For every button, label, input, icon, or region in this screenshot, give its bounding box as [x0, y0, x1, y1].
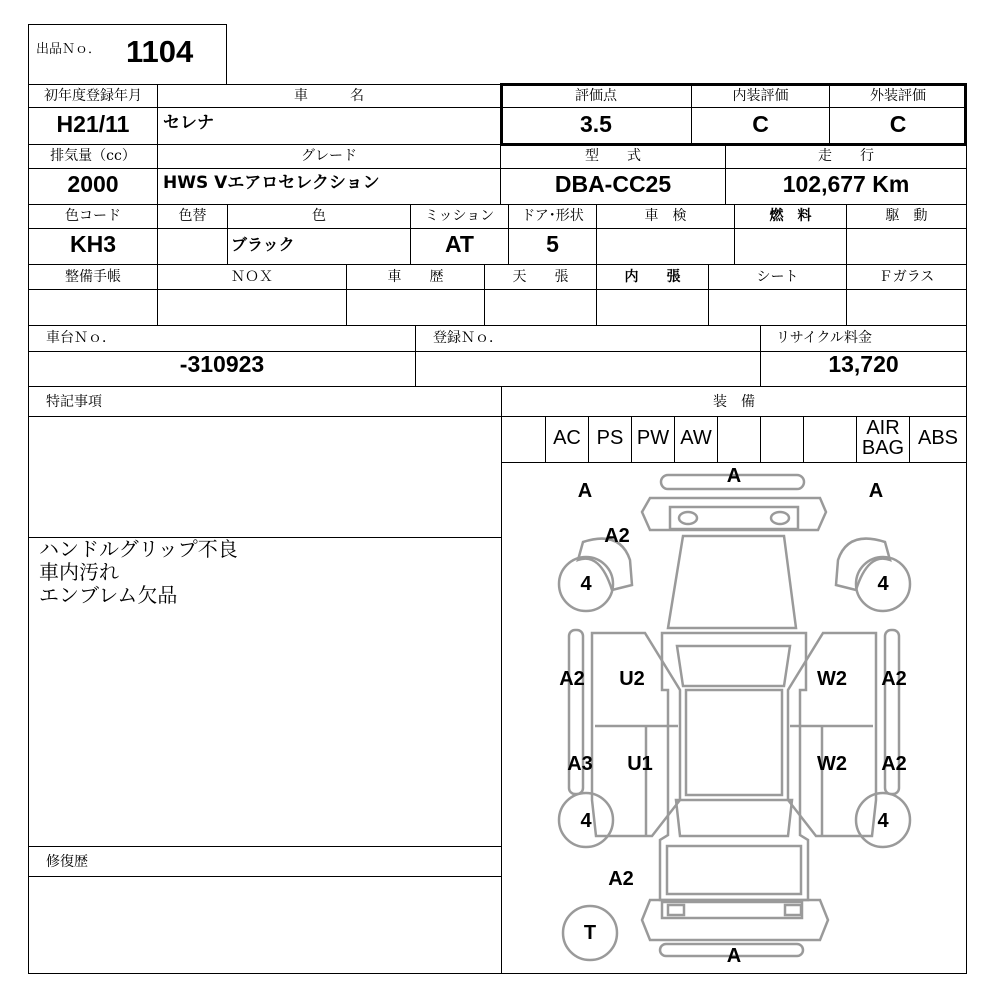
- score-label: 評価点: [575, 88, 617, 104]
- front-glass-label: Ｆガラス: [878, 269, 935, 285]
- inspection-label: 車 検: [644, 208, 687, 224]
- exterior-grade-label: 外装評価: [870, 88, 926, 104]
- mark-wheel-rl: 4: [580, 810, 592, 832]
- interior-grade-label: 内装評価: [732, 88, 789, 104]
- mark-wheel-fr: 4: [877, 573, 889, 595]
- mark-front-center: A: [726, 465, 742, 487]
- displacement-value: 2000: [67, 171, 119, 197]
- note-line: エンブレム欠品: [39, 583, 178, 607]
- lot-number-label: 出品Ｎｏ．: [36, 42, 102, 57]
- note-line: ハンドルグリップ不良: [39, 537, 238, 561]
- grade-label: グレード: [301, 148, 357, 164]
- special-notes-list: [39, 538, 238, 607]
- color-value: ブラック: [231, 235, 295, 254]
- score-value: 3.5: [580, 111, 612, 137]
- mark-right-front-panel: A2: [881, 668, 907, 690]
- mark-front-left: A: [577, 480, 593, 502]
- recycle-fee-label: リサイクル料金: [776, 330, 873, 346]
- nox-label: ＮＯＸ: [231, 269, 273, 285]
- mark-front-right: A: [868, 480, 884, 502]
- exterior-grade-value: C: [889, 111, 907, 137]
- equipment-airbag: AIR BAG: [861, 417, 905, 459]
- mark-left-front-panel: A2: [559, 668, 585, 690]
- equipment-ac: AC: [553, 427, 581, 449]
- equipment-pw: PW: [636, 427, 670, 449]
- lot-number-value: 1104: [126, 34, 194, 69]
- equipment-aw: AW: [680, 427, 712, 449]
- car-name-value: セレナ: [163, 113, 214, 133]
- seat-label: シート: [756, 269, 799, 285]
- color-code-label: 色コード: [65, 208, 121, 224]
- chassis-number-value: -310923: [179, 351, 265, 377]
- mark-left-rear-panel: A3: [567, 753, 593, 775]
- equipment-abs: ABS: [917, 427, 959, 449]
- mark-wheel-fl: 4: [580, 573, 592, 595]
- chassis-number-label: 車台Ｎｏ．: [46, 330, 116, 346]
- fuel-label: 燃 料: [769, 208, 812, 224]
- mark-spare-tire: T: [583, 922, 597, 944]
- mission-value: AT: [445, 231, 474, 257]
- mark-left-front-door: U2: [619, 668, 645, 690]
- registration-number-label: 登録Ｎｏ．: [433, 330, 503, 346]
- door-shape-label: ドア･形状: [521, 208, 584, 224]
- roof-lining-label: 天 張: [512, 269, 569, 285]
- repair-history-label: 修復歴: [46, 854, 88, 870]
- car-name-label: 車 名: [294, 88, 364, 104]
- mark-right-rear-door: W2: [817, 753, 847, 775]
- mileage-label: 走 行: [818, 148, 874, 164]
- mark-left-rear-door: U1: [627, 753, 653, 775]
- mission-label: ミッション: [424, 208, 495, 224]
- vehicle-history-label: 車 歴: [387, 269, 444, 285]
- mark-right-rear-panel: A2: [881, 753, 907, 775]
- color-label: 色: [312, 208, 326, 224]
- maintenance-book-label: 整備手帳: [65, 269, 121, 285]
- displacement-label: 排気量（cc）: [50, 148, 136, 164]
- mileage-value: 102,677 Km: [782, 171, 910, 197]
- special-notes-label: 特記事項: [46, 394, 102, 410]
- first-registration-label: 初年度登録年月: [44, 88, 142, 104]
- interior-grade-value: C: [752, 111, 769, 137]
- model-code-value: DBA-CC25: [554, 171, 672, 197]
- recycle-fee-value: 13,720: [828, 351, 899, 377]
- mark-wheel-rr: 4: [877, 810, 889, 832]
- mark-right-front-door: W2: [817, 668, 847, 690]
- car-body-diagram: [501, 462, 967, 974]
- color-change-label: 色替: [178, 208, 207, 224]
- mark-rear-center: A: [726, 945, 742, 967]
- note-line: 車内汚れ: [39, 560, 119, 584]
- door-shape-value: 5: [546, 231, 559, 257]
- first-registration-value: H21/11: [56, 111, 130, 137]
- interior-trim-label: 内 張: [624, 269, 681, 285]
- equipment-ps: PS: [596, 427, 624, 449]
- color-code-value: KH3: [69, 231, 116, 257]
- mark-rear-hatch: A2: [608, 868, 634, 890]
- drive-label: 駆 動: [885, 208, 928, 224]
- model-code-label: 型 式: [585, 148, 641, 164]
- grade-value: HWS Vエアロセレクション: [163, 173, 380, 193]
- mark-hood: A2: [604, 525, 630, 547]
- equipment-label: 装 備: [713, 394, 755, 410]
